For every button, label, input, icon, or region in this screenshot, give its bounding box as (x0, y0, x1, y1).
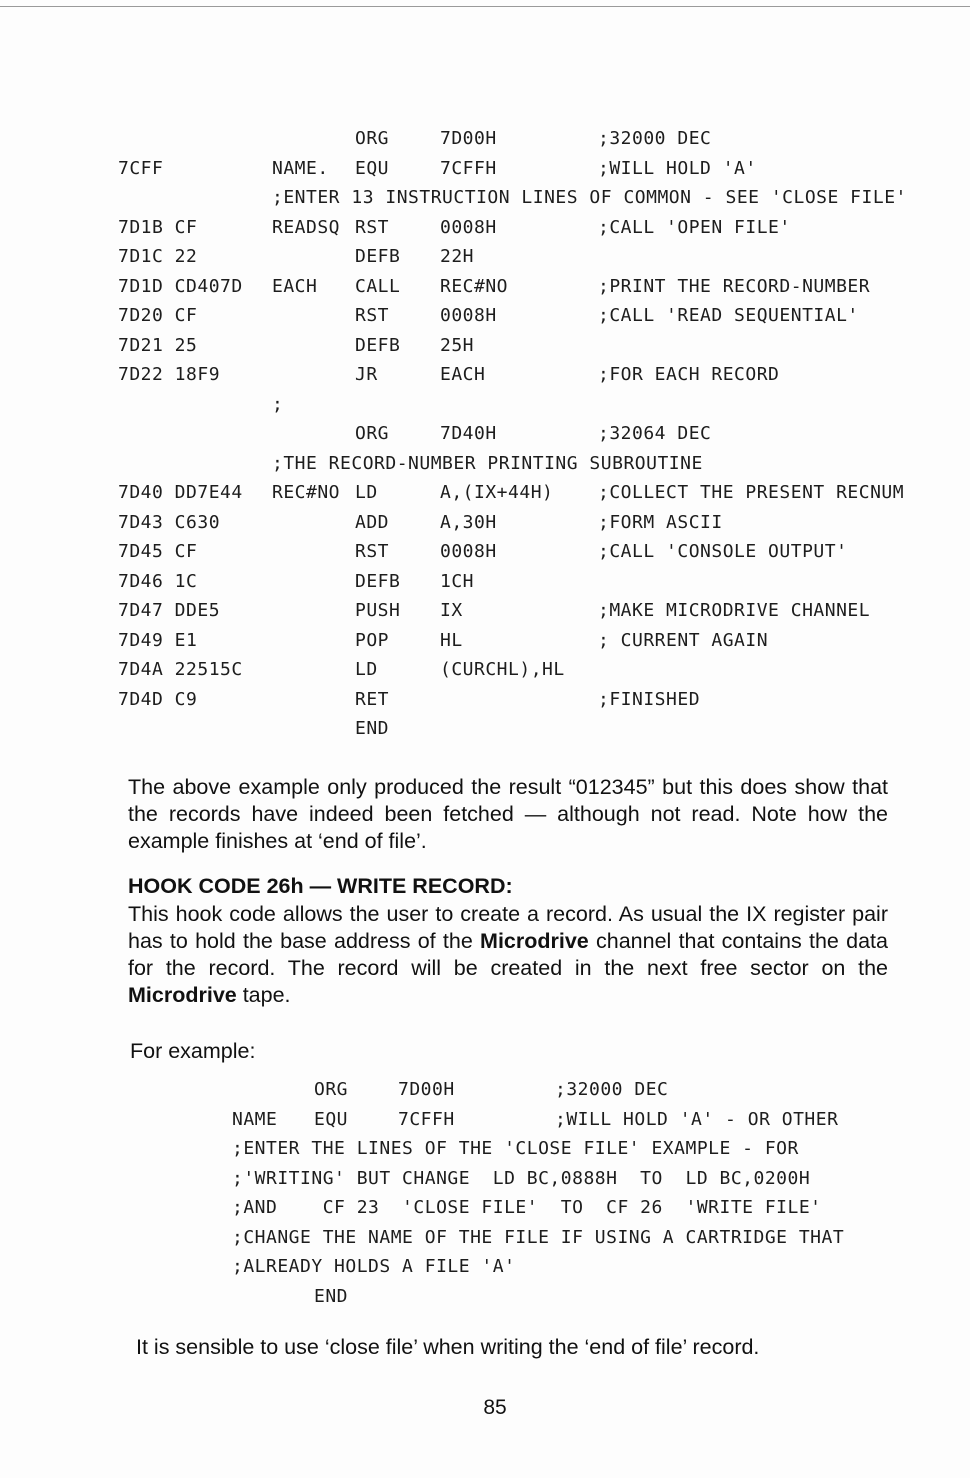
code-label: ;ENTER THE LINES OF THE 'CLOSE FILE' EXAMPLE - FOR (232, 1138, 799, 1159)
code-comment: ;32000 DEC (555, 1079, 669, 1100)
code-arg: A,30H (440, 511, 497, 533)
code-op: LD (355, 659, 378, 680)
code-addr: 7D20 CF (118, 305, 198, 326)
code-addr: 7D1C 22 (118, 246, 198, 267)
code-op: DEFB (355, 246, 401, 267)
code-arg: HL (440, 629, 463, 651)
code-comment: ; CURRENT AGAIN (598, 629, 769, 651)
code-op: RET (355, 688, 390, 710)
code-label: READSQ (272, 216, 341, 238)
desc-text-2: channel that contains the data for the record. The record will be created in the next free sector on the (128, 929, 888, 980)
code-label: ;ENTER 13 INSTRUCTION LINES OF COMMON - SEE 'CLOSE FILE' (272, 187, 907, 208)
for-example-label: For example: (130, 1039, 256, 1063)
explanation-paragraph (128, 774, 888, 855)
code-addr: 7D46 1C (118, 570, 198, 592)
code-arg: 0008H (440, 541, 497, 562)
code-comment: ;WILL HOLD 'A' - OR OTHER (555, 1108, 839, 1130)
code-addr: 7D22 18F9 (118, 364, 221, 385)
code-op: POP (355, 629, 390, 651)
code-op: DEFB (355, 334, 401, 356)
code-op: RST (355, 541, 390, 562)
code-arg: 7D00H (398, 1079, 455, 1100)
code-comment: ;CALL 'READ SEQUENTIAL' (598, 305, 859, 326)
code-addr: 7D21 25 (118, 334, 198, 356)
code-op: END (314, 1285, 349, 1307)
code-arg: 22H (440, 246, 475, 267)
code-comment: ;32000 DEC (598, 128, 712, 149)
microdrive-term-2: Microdrive (128, 983, 237, 1007)
code-arg: (CURCHL),HL (440, 659, 565, 680)
code-addr: 7D40 DD7E44 (118, 482, 243, 503)
code-op: EQU (314, 1108, 349, 1130)
section-heading: HOOK CODE 26h — WRITE RECORD: (128, 874, 513, 898)
code-arg: 1CH (440, 570, 475, 592)
desc-text-3: tape. (236, 983, 291, 1007)
code-addr: 7D45 CF (118, 541, 198, 562)
code-op: PUSH (355, 600, 401, 621)
code-op: ORG (355, 128, 390, 149)
closing-sentence: It is sensible to use ‘close file’ when writing the ‘end of file’ record. (136, 1335, 760, 1359)
code-op: ADD (355, 511, 390, 533)
code-label: NAME. (272, 157, 329, 179)
code-comment: ;FORM ASCII (598, 511, 723, 533)
code-addr: 7D4D C9 (118, 688, 198, 710)
code-op: EQU (355, 157, 390, 179)
microdrive-term-1: Microdrive (480, 929, 589, 953)
code-addr: 7D1D CD407D (118, 275, 243, 297)
code-arg: 7CFFH (398, 1108, 455, 1130)
code-label: EACH (272, 275, 318, 297)
code-label: ;ALREADY HOLDS A FILE 'A' (232, 1256, 516, 1277)
code-arg: 25H (440, 334, 475, 356)
code-arg: 7D00H (440, 128, 497, 149)
code-arg: IX (440, 600, 463, 621)
code-arg: 0008H (440, 216, 497, 238)
code-label: NAME (232, 1108, 278, 1130)
code-comment: ;COLLECT THE PRESENT RECNUM (598, 482, 905, 503)
code-arg: 7D40H (440, 423, 497, 444)
code-arg: 0008H (440, 305, 497, 326)
code-addr: 7D47 DDE5 (118, 600, 221, 621)
code-addr: 7D1B CF (118, 216, 198, 238)
desc-text-1: This hook code allows the user to create a record. As usual the IX register pair has to hold the base address of the (128, 902, 888, 953)
code-op: RST (355, 216, 390, 238)
code-arg: EACH (440, 364, 486, 385)
code-comment: ;FOR EACH RECORD (598, 364, 780, 385)
code-arg: REC#NO (440, 275, 509, 297)
code-label: ;CHANGE THE NAME OF THE FILE IF USING A CARTRIDGE THAT (232, 1226, 845, 1248)
code-comment: ;CALL 'OPEN FILE' (598, 216, 791, 238)
code-label: ;AND CF 23 'CLOSE FILE' TO CF 26 'WRITE FILE' (232, 1197, 822, 1218)
code-arg: A,(IX+44H) (440, 482, 554, 503)
code-op: RST (355, 305, 390, 326)
code-addr: 7D49 E1 (118, 629, 198, 651)
code-comment: ;PRINT THE RECORD-NUMBER (598, 275, 871, 297)
code-addr: 7D4A 22515C (118, 659, 243, 680)
code-op: CALL (355, 275, 401, 297)
explanation-text: The above example only produced the result “012345” but this does show that the records have indeed been fetched — although not read. Note how the example finishes at ‘end of file’. (128, 775, 888, 853)
code-label: ;THE RECORD-NUMBER PRINTING SUBROUTINE (272, 452, 703, 474)
code-addr: 7D43 C630 (118, 511, 221, 533)
code-comment: ;FINISHED (598, 688, 701, 710)
code-comment: ;WILL HOLD 'A' (598, 157, 757, 179)
page-number: 85 (483, 1396, 507, 1419)
code-op: LD (355, 482, 378, 503)
code-op: DEFB (355, 570, 401, 592)
write-record-paragraph (128, 901, 888, 1009)
code-arg: 7CFFH (440, 157, 497, 179)
code-label: REC#NO (272, 482, 341, 503)
code-op: ORG (314, 1079, 349, 1100)
code-op: ORG (355, 423, 390, 444)
code-label: ; (272, 393, 284, 415)
code-op: JR (355, 364, 378, 385)
code-addr: 7CFF (118, 157, 164, 179)
code-op: END (355, 718, 390, 739)
code-comment: ;MAKE MICRODRIVE CHANNEL (598, 600, 871, 621)
code-label: ;'WRITING' BUT CHANGE LD BC,0888H TO LD BC,0200H (232, 1167, 811, 1189)
top-rule (0, 6, 970, 7)
code-comment: ;CALL 'CONSOLE OUTPUT' (598, 541, 848, 562)
code-comment: ;32064 DEC (598, 423, 712, 444)
